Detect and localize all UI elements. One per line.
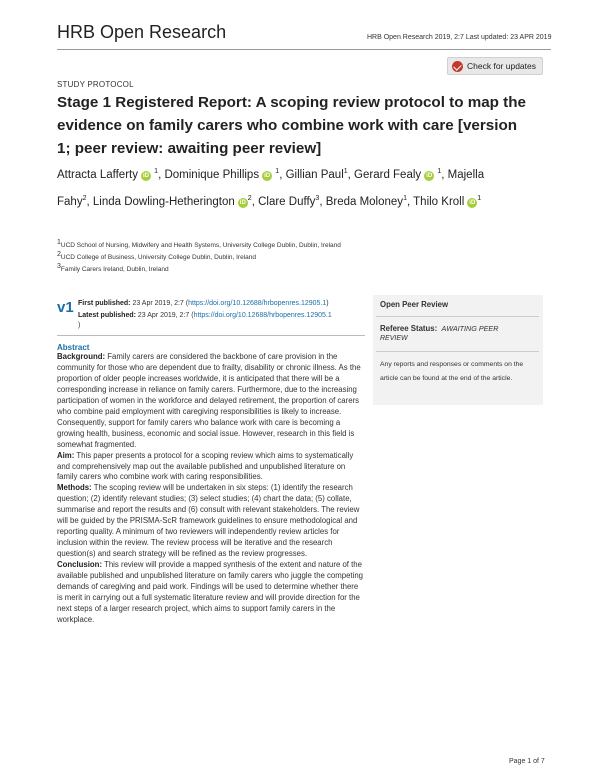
- affiliation: $^2$UCD College of Business, University College Dublin, Dublin, Ireland: [57, 251, 256, 262]
- author[interactable]: Thilo Kroll $iD^1$: [413, 194, 482, 208]
- abstract-section: Background: Family carers are considered the backbone of care provision in the community for those who are dependent due to frailty, disability or chronic illness. As the proportion of older people increases worldwide, it is anticipated that there will be a corresponding increase in reliance on family carers. Furthermore, due to the increasing participation of women in the workforce and delayed retirement, the proportion of carers who combine paid employment with caregiving responsibilities is likely to increase. Consequently, support for family carers who balance work with care is becoming a growing health, business, economic and social issue. However, research in this field is somewhat fragmented.: [57, 352, 361, 449]
- abstract-section: Methods: The scoping review will be undertaken in six steps: (1) identify the research question; (2) identify relevant studies; (3) select studies; (4) chart the data; (5) collate, summarise and report the results and (6) consult with relevant stakeholders. The review will be guided by the PRISMA-ScR framework guidelines to ensure methodological and reporting quality. A minimum of two reviewers will independently review articles for inclusion within the review. The review process will be iterative and the research question(s) and search strategy will be refined as the review progresses.: [57, 483, 360, 559]
- peer-review-note: Any reports and responses or comments on the article can be found at the end of the article.: [380, 361, 524, 382]
- author[interactable]: Gillian Paul$^1$: [285, 168, 348, 181]
- article-title: Stage 1 Registered Report: A scoping review protocol to map the evidence on family carers who combine work with care [version 1; peer review: awaiting peer review]: [57, 94, 526, 157]
- open-peer-review-heading: Open Peer Review: [380, 300, 449, 309]
- journal-name: HRB Open Research: [57, 22, 227, 42]
- check-for-updates-label: Check for updates: [467, 61, 536, 71]
- check-for-updates-button[interactable]: [447, 57, 543, 75]
- header-divider: [57, 49, 551, 50]
- referee-status-cont: REVIEW: [380, 335, 408, 342]
- first-published: First published: 23 Apr 2019, 2:7 (https://doi.org/10.12688/hrbopenres.12905.1): [78, 300, 329, 307]
- panel-divider: [376, 316, 539, 317]
- author[interactable]: Majella Fahy$^2$: [57, 168, 485, 208]
- panel-divider: [376, 351, 539, 352]
- orcid-icon[interactable]: iD: [264, 172, 271, 179]
- version-label: v1: [57, 299, 74, 316]
- author[interactable]: Breda Moloney$^1$: [325, 194, 407, 208]
- abstract-heading: Abstract: [57, 343, 90, 352]
- article-type: STUDY PROTOCOL: [57, 80, 134, 89]
- affiliation: $^1$UCD School of Nursing, Midwifery and Health Systems, University College Dublin, Dublin, Ireland: [57, 239, 341, 250]
- abstract-section: Conclusion: This review will provide a mapped synthesis of the extent and nature of the available published and unpublished literature on family carers who juggle the competing demands of caregiving and paid work. Findings will be used to determine whether there is merit in carrying out a full systematic literature review and will provide direction for the next steps of a larger research project, which aims to support family carers in the workplace.: [57, 560, 364, 624]
- orcid-icon[interactable]: iD: [426, 172, 433, 179]
- abstract-divider: [57, 335, 365, 336]
- referee-status: Referee Status: AWAITING PEER: [380, 324, 499, 333]
- author-list: Attracta Lafferty iD $^1$, Dominique Phillips iD $^1$, Gillian Paul$^1$, Gerard Fealy iD $^1$, Majella Fahy$^2$, Linda Dowling-Hetherington $iD^2$, Clare Duffy$^3$, Breda Moloney$^1$, Thilo Kroll $iD^1$: [57, 168, 485, 208]
- author[interactable]: Dominique Phillips iD $^1$: [164, 168, 280, 181]
- author[interactable]: Gerard Fealy iD $^1$: [354, 168, 442, 181]
- author[interactable]: Linda Dowling-Hetherington $iD^2$: [92, 194, 252, 208]
- orcid-icon[interactable]: iD: [469, 199, 476, 206]
- open-peer-review-panel: [373, 295, 543, 405]
- first-doi-link[interactable]: https://doi.org/10.12688/hrbopenres.12905.1: [188, 300, 327, 307]
- affiliation: $^3$Family Carers Ireland, Dublin, Ireland: [57, 263, 169, 274]
- author[interactable]: Attracta Lafferty iD $^1$: [57, 168, 159, 181]
- latest-doi-link[interactable]: https://doi.org/10.12688/hrbopenres.12905.1: [193, 312, 332, 319]
- page-number: Page 1 of 7: [509, 758, 545, 765]
- orcid-icon[interactable]: iD: [239, 199, 246, 206]
- author[interactable]: Clare Duffy$^3$: [258, 194, 320, 208]
- abstract-body: [57, 352, 365, 626]
- check-icon: [452, 61, 463, 72]
- orcid-icon[interactable]: iD: [142, 172, 149, 179]
- article-meta: HRB Open Research 2019, 2:7 Last updated: 23 APR 2019: [367, 34, 552, 41]
- abstract-section: Aim: This paper presents a protocol for a scoping review which aims to systematically and comprehensively map out the available published and unpublished literature on family carers who combine work with caring responsibilities.: [57, 450, 354, 482]
- latest-published: Latest published: 23 Apr 2019, 2:7 (https://doi.org/10.12688/hrbopenres.12905.1 ): [78, 312, 332, 329]
